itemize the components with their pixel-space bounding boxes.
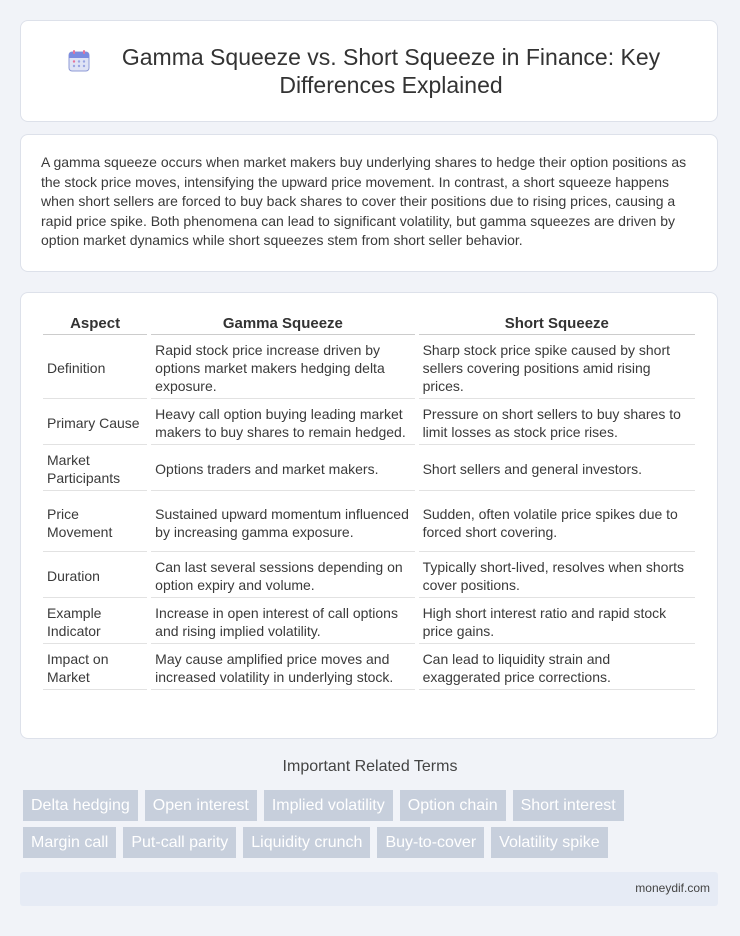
related-terms-tags — [23, 790, 723, 864]
row-gamma: Can last several sessions depending on option expiry and volume. — [151, 555, 414, 598]
intro-paragraph: A gamma squeeze occurs when market makers buy underlying shares to hedge their option positions as the stock price moves, intensifying the upward price movement. In contrast, a short squeeze happens when short sellers are forced to buy back shares to cover their positions due to rising prices, causing a rapid price spike. Both phenomena can lead to significant volatility, but gamma squeezes are driven by option market dynamics while short squeezes stem from short seller behavior. — [41, 154, 687, 248]
footer — [20, 872, 718, 906]
tag-volatility-spike[interactable]: Volatility spike — [491, 827, 608, 858]
footer-site-link[interactable]: moneydif.com — [635, 881, 710, 895]
header-short-squeeze: Short Squeeze — [419, 312, 695, 335]
comparison-table-card — [20, 292, 718, 739]
table-row — [43, 448, 695, 491]
row-short: Can lead to liquidity strain and exaggerated price corrections. — [419, 647, 695, 690]
row-short: High short interest ratio and rapid stock price gains. — [419, 601, 695, 644]
header-aspect: Aspect — [43, 312, 147, 335]
row-aspect: Definition — [43, 338, 147, 399]
row-short: Short sellers and general investors. — [419, 448, 695, 491]
row-aspect: Market Participants — [43, 448, 147, 491]
title-wrap — [49, 43, 689, 99]
table-row — [43, 494, 695, 552]
row-short: Typically short-lived, resolves when shorts cover positions. — [419, 555, 695, 598]
table-row — [43, 601, 695, 644]
header-gamma-squeeze: Gamma Squeeze — [151, 312, 414, 335]
title-card — [20, 20, 718, 122]
intro-card — [20, 134, 718, 272]
row-gamma: Increase in open interest of call options and rising implied volatility. — [151, 601, 414, 644]
table-row — [43, 338, 695, 399]
row-gamma: Heavy call option buying leading market makers to buy shares to remain hedged. — [151, 402, 414, 445]
row-aspect: Duration — [43, 555, 147, 598]
tag-implied-volatility[interactable]: Implied volatility — [264, 790, 393, 821]
row-gamma: Options traders and market makers. — [151, 448, 414, 491]
tag-open-interest[interactable]: Open interest — [145, 790, 257, 821]
row-aspect: Impact on Market — [43, 647, 147, 690]
row-aspect: Primary Cause — [43, 402, 147, 445]
tag-option-chain[interactable]: Option chain — [400, 790, 506, 821]
table-row — [43, 402, 695, 445]
tag-row — [23, 790, 723, 821]
row-gamma: Rapid stock price increase driven by options market makers hedging delta exposure. — [151, 338, 414, 399]
tag-margin-call[interactable]: Margin call — [23, 827, 116, 858]
tag-row — [23, 827, 723, 858]
row-aspect: Price Movement — [43, 494, 147, 552]
tag-short-interest[interactable]: Short interest — [513, 790, 624, 821]
table-row — [43, 555, 695, 598]
table-header-row — [43, 312, 695, 335]
tag-delta-hedging[interactable]: Delta hedging — [23, 790, 138, 821]
tag-liquidity-crunch[interactable]: Liquidity crunch — [243, 827, 370, 858]
page-title: Gamma Squeeze vs. Short Squeeze in Finance: Key Differences Explained — [121, 44, 661, 98]
related-terms-title: Important Related Terms — [282, 758, 458, 775]
calendar-icon — [67, 49, 91, 73]
row-short: Sharp stock price spike caused by short sellers covering positions amid rising prices. — [419, 338, 695, 399]
comparison-table — [39, 309, 699, 693]
tag-put-call-parity[interactable]: Put-call parity — [123, 827, 236, 858]
tag-buy-to-cover[interactable]: Buy-to-cover — [377, 827, 484, 858]
row-aspect: Example Indicator — [43, 601, 147, 644]
row-gamma: Sustained upward momentum influenced by increasing gamma exposure. — [151, 494, 414, 552]
row-gamma: May cause amplified price moves and increased volatility in underlying stock. — [151, 647, 414, 690]
row-short: Sudden, often volatile price spikes due to forced short covering. — [419, 494, 695, 552]
row-short: Pressure on short sellers to buy shares to limit losses as stock price rises. — [419, 402, 695, 445]
table-row — [43, 647, 695, 690]
